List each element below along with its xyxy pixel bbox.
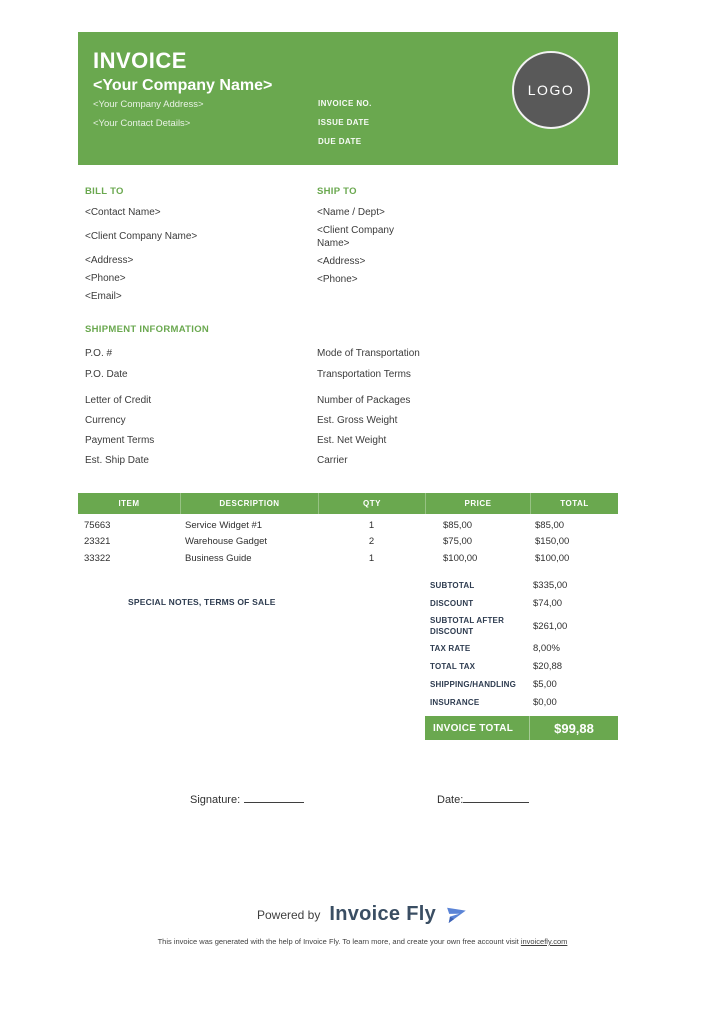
total-row xyxy=(430,579,620,592)
cell-price: $75,00 xyxy=(443,536,473,548)
table-row xyxy=(78,534,618,551)
cell-total: $85,00 xyxy=(535,519,565,531)
total-value: $261,00 xyxy=(533,620,568,632)
ship-to-company-name: <Client Company Name> xyxy=(317,225,394,249)
col-header-total: TOTAL xyxy=(530,493,618,514)
invoice-no-label: INVOICE NO. xyxy=(318,99,372,108)
total-label: DISCOUNT xyxy=(430,599,474,608)
total-label: TAX RATE xyxy=(430,644,471,653)
signature-field xyxy=(190,792,304,806)
paper-plane-icon xyxy=(444,902,469,927)
company-address: <Your Company Address> xyxy=(93,99,204,110)
cell-qty: 2 xyxy=(368,536,375,548)
shipment-row xyxy=(85,347,545,360)
bill-to-contact-name: <Contact Name> xyxy=(85,207,161,218)
bill-to-address: <Address> xyxy=(85,255,134,266)
company-name: <Your Company Name> xyxy=(93,77,273,94)
total-row xyxy=(430,615,620,637)
total-value: $0,00 xyxy=(533,697,557,708)
bill-to-phone: <Phone> xyxy=(85,273,126,284)
cell-qty: 1 xyxy=(368,519,375,531)
cell-item: 33322 xyxy=(84,552,111,564)
col-header-description: DESCRIPTION xyxy=(180,493,318,514)
shipment-row xyxy=(85,414,545,427)
invoice-total-value: $99,88 xyxy=(529,716,618,740)
shipment-field-label: Mode of Transportation xyxy=(317,348,420,359)
shipment-field-label: Number of Packages xyxy=(317,395,411,406)
due-date-label: DUE DATE xyxy=(318,137,362,146)
shipment-info-section xyxy=(85,324,545,474)
cell-description: Service Widget #1 xyxy=(185,519,263,531)
total-row xyxy=(430,597,620,610)
powered-by-label: Powered by xyxy=(256,907,321,922)
ship-to-name-dept: <Name / Dept> xyxy=(317,207,385,218)
total-value: $74,00 xyxy=(533,598,563,609)
table-row xyxy=(78,550,618,567)
total-value: $20,88 xyxy=(533,661,563,672)
cell-total: $150,00 xyxy=(535,536,570,548)
shipment-row xyxy=(85,434,545,447)
shipment-row xyxy=(85,368,545,381)
items-table-header xyxy=(78,493,618,514)
cell-description: Warehouse Gadget xyxy=(185,536,268,548)
invoice-title: INVOICE xyxy=(93,48,187,73)
shipment-row xyxy=(85,394,545,407)
signature-area xyxy=(0,792,725,812)
shipment-field-label: Est. Gross Weight xyxy=(317,415,398,426)
totals-section xyxy=(430,579,620,714)
total-label: SUBTOTAL AFTER DISCOUNT xyxy=(430,616,505,636)
brand-name: Invoice Fly xyxy=(329,903,437,925)
shipment-field-label: Letter of Credit xyxy=(85,395,152,406)
total-value: 8,00% xyxy=(533,643,560,654)
total-value: $335,00 xyxy=(533,580,568,591)
cell-price: $100,00 xyxy=(443,552,478,564)
shipment-field-label: P.O. Date xyxy=(85,369,128,380)
signature-label: Signature: xyxy=(190,794,241,806)
signature-line[interactable] xyxy=(244,792,304,803)
total-row xyxy=(430,642,620,655)
shipment-field-label: Est. Net Weight xyxy=(317,435,387,446)
shipment-field-label: P.O. # xyxy=(85,348,113,359)
cell-description: Business Guide xyxy=(185,552,252,564)
invoice-header xyxy=(78,32,618,165)
col-header-item: ITEM xyxy=(118,499,140,508)
table-row xyxy=(78,517,618,534)
shipment-field-label: Est. Ship Date xyxy=(85,455,149,466)
date-field xyxy=(437,792,529,806)
bill-to-heading: BILL TO xyxy=(85,186,124,197)
fine-print xyxy=(0,937,725,946)
invoice-total-label: INVOICE TOTAL xyxy=(433,722,514,734)
ship-to-phone: <Phone> xyxy=(317,274,358,285)
shipment-field-label: Currency xyxy=(85,415,126,426)
powered-by-row xyxy=(0,903,725,926)
shipment-info-heading: SHIPMENT INFORMATION xyxy=(85,324,210,335)
bill-to-section xyxy=(85,186,300,303)
cell-qty: 1 xyxy=(368,552,375,564)
ship-to-address: <Address> xyxy=(317,256,366,267)
items-table xyxy=(78,493,618,567)
logo-badge: LOGO xyxy=(512,51,590,129)
total-row xyxy=(430,696,620,709)
ship-to-heading: SHIP TO xyxy=(317,186,357,197)
total-row xyxy=(430,678,620,691)
special-notes-label: SPECIAL NOTES, TERMS OF SALE xyxy=(128,597,276,607)
shipment-field-label: Transportation Terms xyxy=(317,369,411,380)
total-label: TOTAL TAX xyxy=(430,662,476,671)
bill-to-company-name: <Client Company Name> xyxy=(85,231,198,242)
date-line[interactable] xyxy=(463,792,529,803)
col-header-price: PRICE xyxy=(425,493,530,514)
items-table-body xyxy=(78,514,618,567)
issue-date-label: ISSUE DATE xyxy=(318,118,370,127)
shipment-row xyxy=(85,454,545,467)
total-label: SUBTOTAL xyxy=(430,581,475,590)
cell-price: $85,00 xyxy=(443,519,473,531)
ship-to-section xyxy=(317,186,429,286)
cell-item: 23321 xyxy=(84,536,111,548)
total-value: $5,00 xyxy=(533,679,557,690)
cell-item: 75663 xyxy=(84,519,111,531)
cell-total: $100,00 xyxy=(535,552,570,564)
invoicefly-link[interactable]: invoicefly.com xyxy=(520,937,568,946)
shipment-field-label: Payment Terms xyxy=(85,435,155,446)
date-label: Date: xyxy=(437,794,464,806)
col-header-qty: QTY xyxy=(318,493,425,514)
contact-details: <Your Contact Details> xyxy=(93,118,191,129)
bill-to-email: <Email> xyxy=(85,291,122,302)
invoice-total-bar xyxy=(425,716,618,740)
shipment-field-label: Carrier xyxy=(317,455,348,466)
total-row xyxy=(430,660,620,673)
total-label: INSURANCE xyxy=(430,698,480,707)
fine-print-text: This invoice was generated with the help of Invoice Fly. To learn more, and create your own free account visit xyxy=(157,937,521,946)
total-label: SHIPPING/HANDLING xyxy=(430,680,517,689)
